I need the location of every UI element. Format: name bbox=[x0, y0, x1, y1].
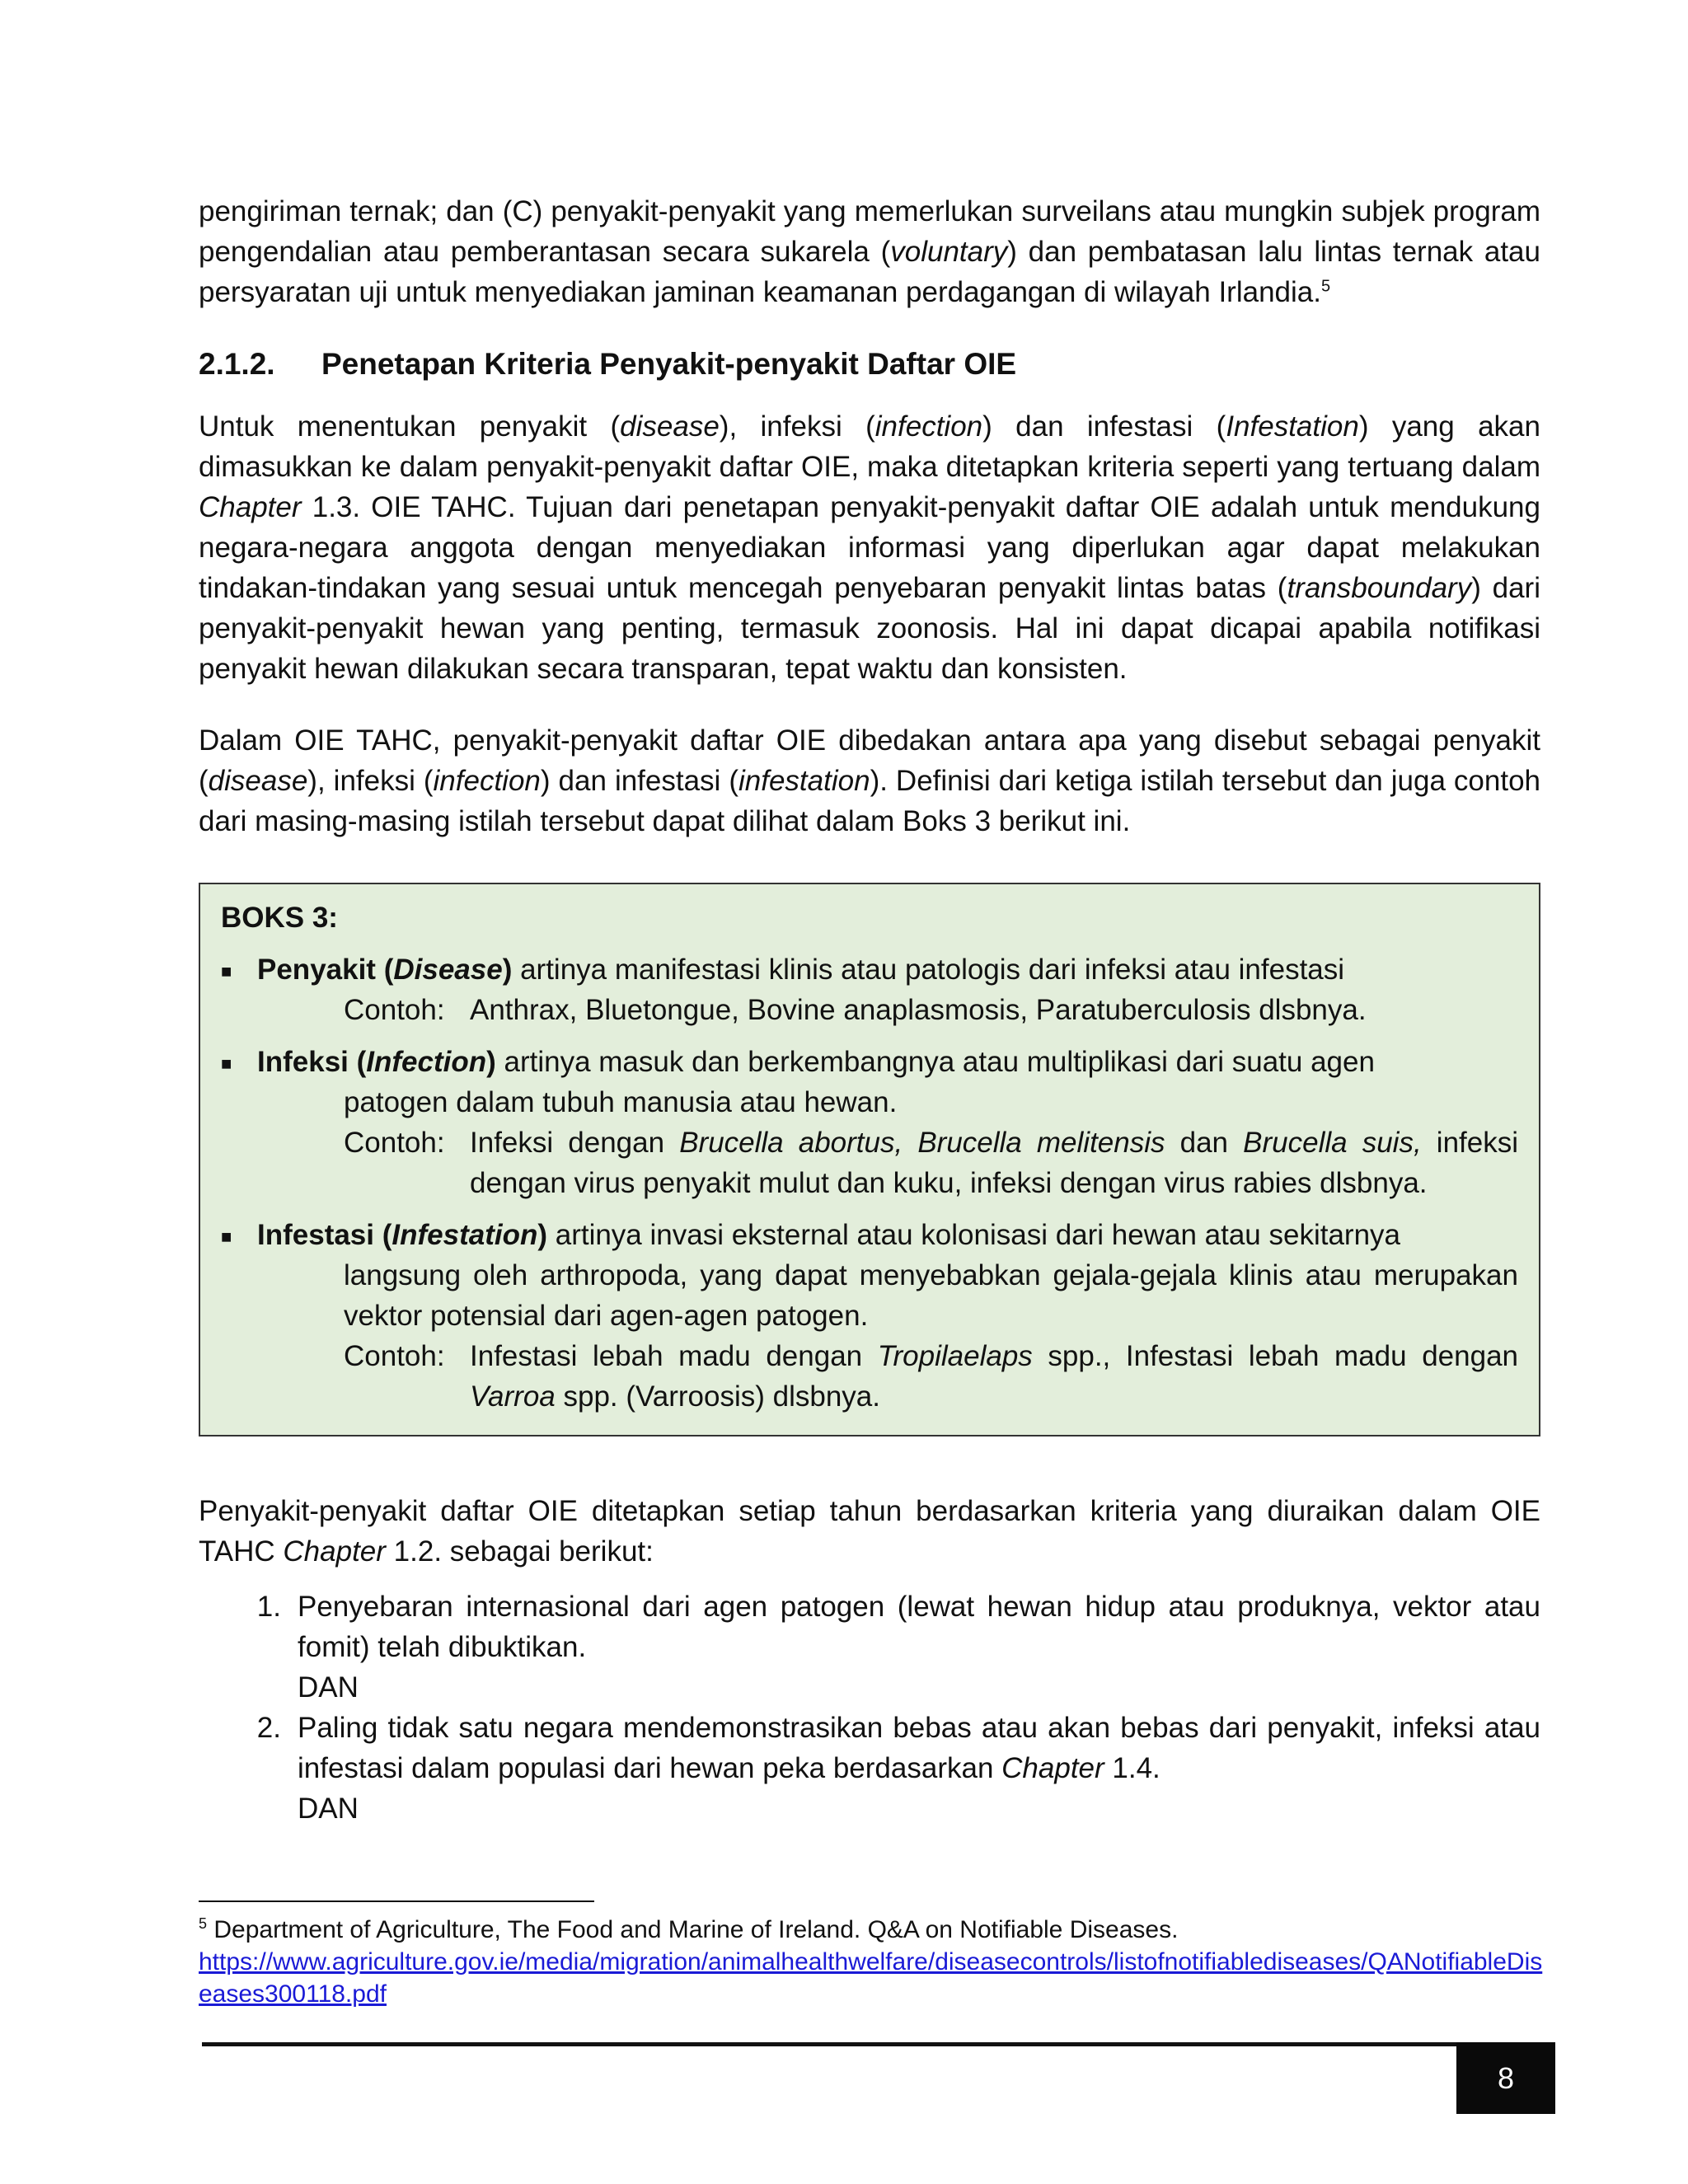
paragraph-criteria: Untuk menentukan penyakit (disease), infeksi (infection) dan infestasi (Infestation) yang akan dimasukkan ke dalam penyakit-penyakit daftar OIE, maka ditetapkan kriteria seperti yang tertuang dalam Chapter 1.3. OIE TAHC. Tujuan dari penetapan penyakit-penyakit daftar OIE adalah untuk mendukung negara-negara anggota dengan menyediakan informasi yang diperlukan agar dapat melakukan tindakan-tindakan yang sesuai untuk mencegah penyebaran penyakit lintas batas (transboundary) dari penyakit-penyakit hewan yang penting, termasuk zoonosis. Hal ini dapat dicapai apabila notifikasi penyakit hewan dilakukan secara transparan, tepat waktu dan konsisten. bbox=[199, 410, 1540, 685]
example-label: Contoh: bbox=[344, 1340, 445, 1372]
example-text: Anthrax, Bluetongue, Bovine anaplasmosis, Paratuberculosis dlsbnya. bbox=[470, 994, 1367, 1026]
box-item-infestation: ■ Infestasi (Infestation) artinya invasi eksternal atau kolonisasi dari hewan atau sekitarnya langsung oleh arthropoda, yang dapat menyebabkan gejala-gejala klinis atau merupakan vektor potensial dari agen-agen patogen. Contoh: Infestasi lebah madu dengan Tropilaelaps spp., Infestasi lebah madu dengan Varroa spp. (Varroosis) dlsbnya. bbox=[221, 1215, 1518, 1417]
page-content bbox=[199, 191, 1540, 1829]
box-item-infection: ■ Infeksi (Infection) artinya masuk dan berkembangnya atau multiplikasi dari suatu agen patogen dalam tubuh manusia atau hewan. Contoh: Infeksi dengan Brucella abortus, Brucella melitensis dan Brucella suis, infeksi dengan virus penyakit mulut dan kuku, infeksi dengan virus rabies dlsbnya. bbox=[221, 1042, 1518, 1203]
box-item-disease: ■ Penyakit (Disease) artinya manifestasi klinis atau patologis dari infeksi atau infestasi Contoh: Anthrax, Bluetongue, Bovine anaplasmosis, Paratuberculosis dlsbnya. bbox=[221, 949, 1518, 1030]
example-label: Contoh: bbox=[344, 1127, 445, 1159]
footnote: $^5$ Department of Agriculture, The Food and Marine of Ireland. Q&A on Notifiable Diseases. https://www.agriculture.gov.ie/media/migration/animalhealthwelfare/diseasecontrols/listofnotifiablediseases/QANotifiableDiseases300118.pdf bbox=[199, 1915, 1543, 2008]
page-number: 8 bbox=[1456, 2042, 1555, 2114]
footnote-link[interactable]: https://www.agriculture.gov.ie/media/migration/animalhealthwelfare/diseasecontrols/listofnotifiablediseases/QANotifiableDiseases300118.pdf bbox=[199, 1948, 1543, 2008]
section-title: Penetapan Kriteria Penyakit-penyakit Daftar OIE bbox=[321, 347, 1017, 381]
example-text: Infeksi dengan Brucella abortus, Brucella melitensis dan Brucella suis, infeksi dengan virus penyakit mulut dan kuku, infeksi dengan virus rabies dlsbnya. bbox=[470, 1127, 1518, 1199]
box-3 bbox=[199, 883, 1540, 1436]
example-text: Infestasi lebah madu dengan Tropilaelaps spp., Infestasi lebah madu dengan Varroa spp. (Varroosis) dlsbnya. bbox=[470, 1340, 1518, 1413]
list-item: 1. Penyebaran internasional dari agen patogen (lewat hewan hidup atau produknya, vektor atau fomit) telah dibuktikan. DAN bbox=[256, 1591, 1540, 1704]
square-bullet-icon: ■ bbox=[221, 961, 232, 982]
section-heading bbox=[199, 347, 1540, 382]
list-item: 2. Paling tidak satu negara mendemonstrasikan bebas atau akan bebas dari penyakit, infeksi atau infestasi dalam populasi dari hewan peka berdasarkan Chapter 1.4. DAN bbox=[256, 1712, 1540, 1825]
footnote-separator bbox=[199, 1900, 594, 1902]
square-bullet-icon: ■ bbox=[221, 1226, 232, 1247]
paragraph-definitions: Dalam OIE TAHC, penyakit-penyakit daftar OIE dibedakan antara apa yang disebut sebagai penyakit (disease), infeksi (infection) dan infestasi (infestation). Definisi dari ketiga istilah tersebut dan juga contoh dari masing-masing istilah tersebut dapat dilihat dalam Boks 3 berikut ini. bbox=[199, 724, 1540, 837]
section-number: 2.1.2. bbox=[199, 347, 275, 381]
bottom-rule bbox=[202, 2042, 1456, 2046]
example-label: Contoh: bbox=[344, 994, 445, 1026]
criteria-list bbox=[199, 1586, 1540, 1829]
paragraph-list-intro: Penyakit-penyakit daftar OIE ditetapkan setiap tahun berdasarkan kriteria yang diuraikan dalam OIE TAHC Chapter 1.2. sebagai berikut: bbox=[199, 1495, 1540, 1568]
paragraph-intro: pengiriman ternak; dan (C) penyakit-penyakit yang memerlukan surveilans atau mungkin subjek program pengendalian atau pemberantasan secara sukarela (voluntary) dan pembatasan lalu lintas ternak atau persyaratan uji untuk menyediakan jaminan keamanan perdagangan di wilayah Irlandia.$^5$ bbox=[199, 195, 1540, 308]
footnote-ref[interactable]: 5 bbox=[1320, 277, 1331, 296]
box-title: BOKS 3: bbox=[221, 902, 338, 934]
square-bullet-icon: ■ bbox=[221, 1053, 232, 1074]
